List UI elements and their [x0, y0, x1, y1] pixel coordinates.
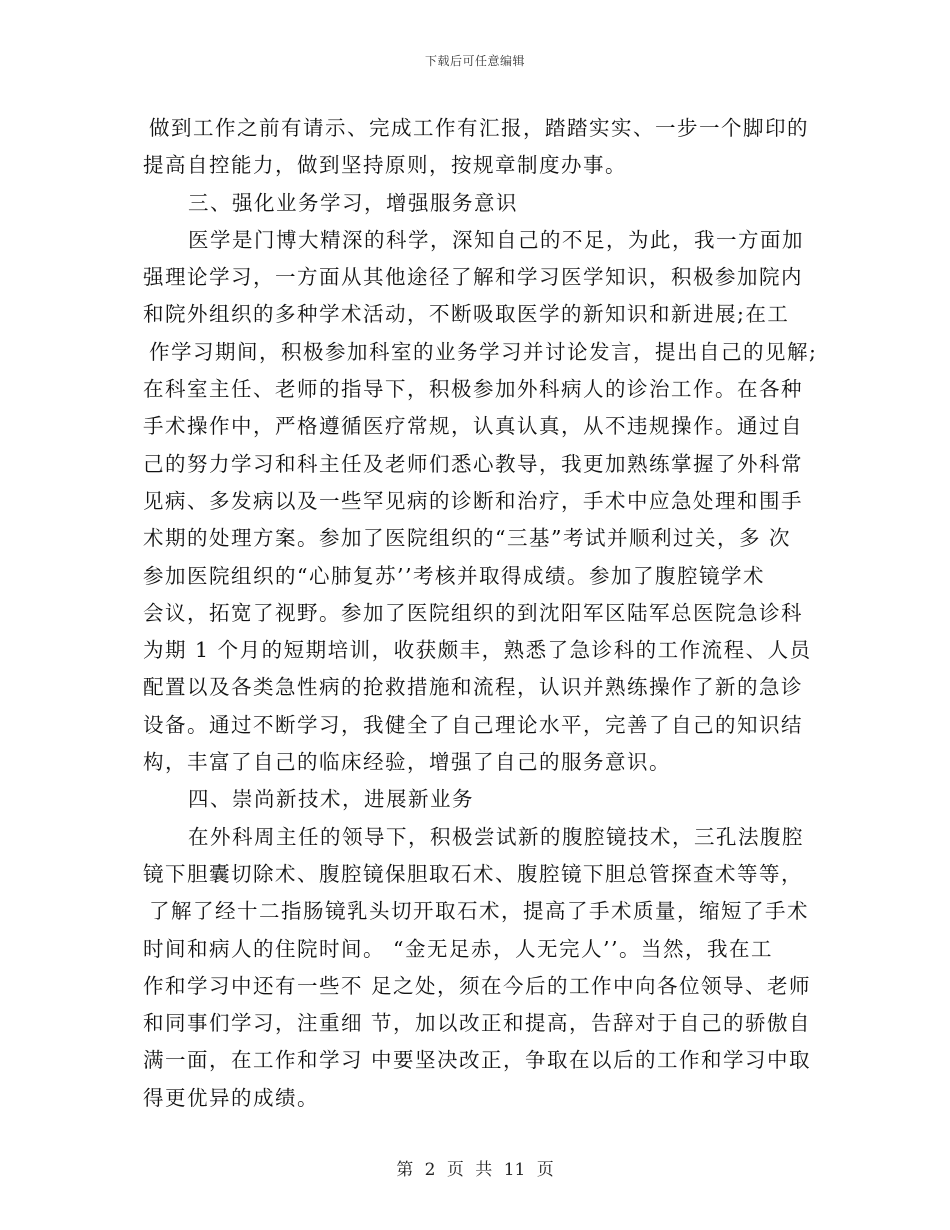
paragraph-line: 作和学习中还有一些不 足之处，须在今后的工作中向各位领导、老师 [143, 973, 812, 998]
section-heading: 三、强化业务学习，增强服务意识 [188, 190, 518, 215]
paragraph-line: 在外科周主任的领导下，积极尝试新的腹腔镜技术，三孔法腹腔 [188, 824, 804, 849]
paragraph-line: 满一面，在工作和学习 中要坚决改正，争取在以后的工作和学习中取 [143, 1048, 812, 1073]
paragraph-line: 医学是门博大精深的科学，深知自己的不足，为此，我一方面加 [188, 227, 804, 252]
paragraph-line: 和院外组织的多种学术活动，不断吸取医学的新知识和新进展;在工 [143, 302, 790, 327]
paragraph-line: 做到工作之前有请示、完成工作有汇报，踏踏实实、一步一个脚印的 [149, 116, 809, 140]
page-header-note: 下载后可任意编辑 [424, 54, 525, 68]
section-heading: 四、崇尚新技术，进展新业务 [188, 787, 474, 812]
paragraph-line: 己的努力学习和科主任及老师们悉心教导，我更加熟练掌握了外科常 [143, 451, 803, 476]
paragraph-line: 设备。通过不断学习，我健全了自己理论水平，完善了自己的知识结 [143, 712, 803, 737]
paragraph-line: 在科室主任、老师的指导下，积极参加外科病人的诊治工作。在各种 [143, 377, 803, 402]
paragraph-line: 作学习期间，积极参加科室的业务学习并讨论发言，提出自己的见解; [149, 339, 818, 364]
document-body [143, 110, 818, 1117]
paragraph-line: 见病、多发病以及一些罕见病的诊断和治疗，手术中应急处理和围手 [143, 488, 803, 513]
paragraph-line: 镜下胆囊切除术、腹腔镜保胆取石术、腹腔镜下胆总管探查术等等， [143, 861, 803, 886]
paragraph-line: 术期的处理方案。参加了医院组织的“三基”考试并顺利过关，多 次 [143, 526, 791, 551]
paragraph-line: 时间和病人的住院时间。 “金无足赤，人无完人’’。当然，我在工 [143, 936, 774, 961]
page-number: 第 2 页 共 11 页 [396, 1160, 554, 1180]
paragraph-line: 配置以及各类急性病的抢救措施和流程，认识并熟练操作了新的急诊 [143, 675, 803, 700]
paragraph-line: 参加医院组织的“心肺复苏’’考核并取得成绩。参加了腹腔镜学术 [143, 563, 766, 588]
paragraph-line: 提高自控能力，做到坚持原则，按规章制度办事。 [143, 153, 627, 178]
paragraph-line: 构，丰富了自己的临床经验，增强了自己的服务意识。 [143, 750, 671, 775]
paragraph-line: 手术操作中，严格遵循医疗常规，认真认真，从不违规操作。通过自 [143, 414, 803, 439]
paragraph-line: 强理论学习，一方面从其他途径了解和学习医学知识，积极参加院内 [143, 265, 803, 290]
paragraph-line: 了解了经十二指肠镜乳头切开取石术，提高了手术质量，缩短了手术 [149, 899, 809, 924]
paragraph-line: 得更优异的成绩。 [143, 1085, 319, 1110]
paragraph-line: 为期 1 个月的短期培训，收获颇丰，熟悉了急诊科的工作流程、人员 [143, 638, 812, 663]
paragraph-line: 和同事们学习，注重细 节，加以改正和提高，告辞对于自己的骄傲自 [143, 1011, 812, 1036]
paragraph-line: 会议，拓宽了视野。参加了医院组织的到沈阳军区陆军总医院急诊科 [143, 600, 803, 625]
